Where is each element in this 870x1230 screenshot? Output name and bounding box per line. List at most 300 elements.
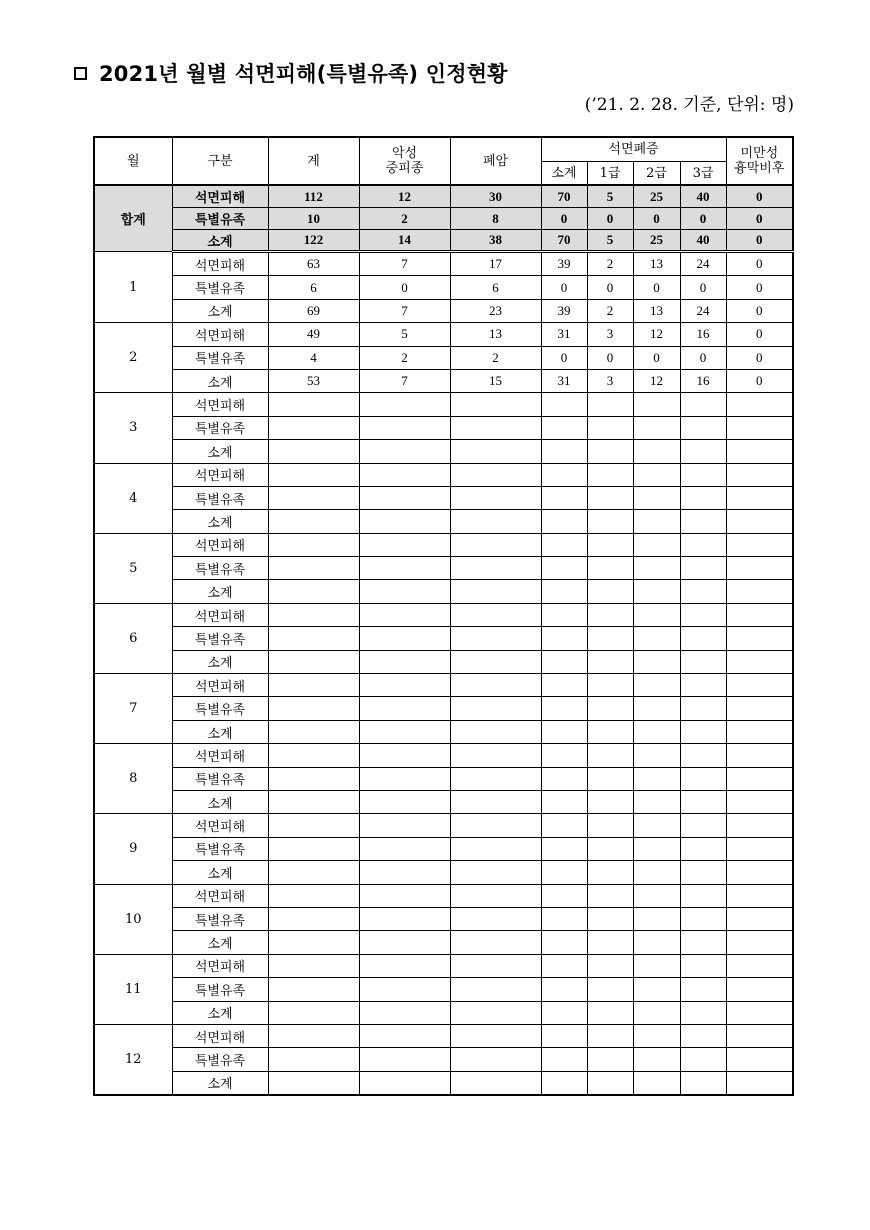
total-cell <box>268 978 359 1001</box>
grade1-cell <box>587 627 633 650</box>
grade2-cell <box>633 767 680 790</box>
asbestosis-subtotal-cell <box>541 861 587 884</box>
grade1-cell <box>587 650 633 673</box>
asbestosis-subtotal-cell: 39 <box>541 252 587 276</box>
lung-cancer-cell: 15 <box>450 369 541 392</box>
pleural-cell <box>726 440 793 463</box>
asbestosis-subtotal-cell: 31 <box>541 323 587 346</box>
pleural-cell <box>726 767 793 790</box>
grade3-cell <box>680 697 726 720</box>
grade1-cell <box>587 720 633 743</box>
category-cell: 특별유족 <box>172 416 268 439</box>
category-cell: 석면피해 <box>172 1024 268 1047</box>
table-row <box>94 486 793 509</box>
asbestosis-subtotal-cell <box>541 463 587 486</box>
month-cell: 3 <box>94 393 172 463</box>
total-cell <box>268 931 359 954</box>
lung-cancer-cell <box>450 463 541 486</box>
asbestosis-subtotal-cell <box>541 1071 587 1095</box>
summary-row <box>94 185 793 208</box>
asbestosis-subtotal-cell: 39 <box>541 299 587 322</box>
total-cell <box>268 861 359 884</box>
grade1-cell <box>587 1024 633 1047</box>
table-row <box>94 907 793 930</box>
total-cell <box>268 907 359 930</box>
total-cell <box>268 1024 359 1047</box>
table-body <box>94 185 793 1095</box>
pleural-cell <box>726 837 793 860</box>
grade2-cell: 0 <box>633 208 680 230</box>
mesothelioma-cell: 2 <box>359 346 450 369</box>
grade2-cell <box>633 861 680 884</box>
grade3-cell <box>680 814 726 837</box>
grade1-cell: 5 <box>587 185 633 208</box>
mesothelioma-cell <box>359 954 450 977</box>
lung-cancer-cell: 8 <box>450 208 541 230</box>
grade1-cell <box>587 393 633 416</box>
category-cell: 소계 <box>172 369 268 392</box>
grade1-cell <box>587 814 633 837</box>
lung-cancer-cell <box>450 720 541 743</box>
mesothelioma-cell <box>359 814 450 837</box>
pleural-cell <box>726 674 793 697</box>
lung-cancer-cell <box>450 931 541 954</box>
month-cell: 5 <box>94 533 172 603</box>
lung-cancer-cell <box>450 978 541 1001</box>
pleural-cell: 0 <box>726 230 793 252</box>
category-cell: 석면피해 <box>172 744 268 767</box>
grade2-cell <box>633 650 680 673</box>
grade3-cell <box>680 510 726 533</box>
lung-cancer-cell <box>450 767 541 790</box>
mesothelioma-cell <box>359 416 450 439</box>
month-cell: 10 <box>94 884 172 954</box>
category-cell: 석면피해 <box>172 393 268 416</box>
category-cell: 석면피해 <box>172 674 268 697</box>
grade1-cell: 0 <box>587 346 633 369</box>
table-row <box>94 1001 793 1024</box>
asbestosis-subtotal-cell <box>541 603 587 626</box>
pleural-cell: 0 <box>726 299 793 322</box>
grade2-cell <box>633 790 680 813</box>
asbestosis-subtotal-cell <box>541 931 587 954</box>
asbestosis-subtotal-cell <box>541 510 587 533</box>
month-cell: 9 <box>94 814 172 884</box>
total-cell <box>268 1071 359 1095</box>
lung-cancer-cell <box>450 580 541 603</box>
grade3-cell <box>680 557 726 580</box>
table-row <box>94 299 793 322</box>
grade3-cell <box>680 1071 726 1095</box>
asbestosis-subtotal-cell <box>541 533 587 556</box>
asbestosis-subtotal-cell <box>541 1001 587 1024</box>
grade2-cell <box>633 907 680 930</box>
mesothelioma-cell <box>359 978 450 1001</box>
total-cell <box>268 557 359 580</box>
grade3-cell <box>680 837 726 860</box>
grade3-cell <box>680 790 726 813</box>
lung-cancer-cell: 17 <box>450 252 541 276</box>
total-cell <box>268 486 359 509</box>
lung-cancer-cell: 38 <box>450 230 541 252</box>
asbestosis-subtotal-cell <box>541 837 587 860</box>
category-cell: 특별유족 <box>172 978 268 1001</box>
grade3-cell <box>680 907 726 930</box>
total-cell: 112 <box>268 185 359 208</box>
grade3-cell <box>680 416 726 439</box>
total-cell: 6 <box>268 276 359 299</box>
lung-cancer-cell <box>450 393 541 416</box>
category-cell: 특별유족 <box>172 697 268 720</box>
asbestosis-subtotal-cell <box>541 674 587 697</box>
mesothelioma-cell <box>359 557 450 580</box>
table-row <box>94 252 793 276</box>
grade1-cell <box>587 790 633 813</box>
asbestosis-subtotal-cell <box>541 720 587 743</box>
pleural-cell <box>726 416 793 439</box>
grade1-cell <box>587 837 633 860</box>
grade1-cell <box>587 861 633 884</box>
grade1-cell: 0 <box>587 208 633 230</box>
grade3-cell <box>680 463 726 486</box>
grade3-cell <box>680 393 726 416</box>
total-cell: 53 <box>268 369 359 392</box>
table-row <box>94 814 793 837</box>
summary-row <box>94 230 793 252</box>
pleural-cell <box>726 627 793 650</box>
table-row <box>94 720 793 743</box>
lung-cancer-cell <box>450 416 541 439</box>
table-row <box>94 276 793 299</box>
month-cell: 2 <box>94 323 172 393</box>
pleural-cell <box>726 486 793 509</box>
grade3-cell <box>680 978 726 1001</box>
category-cell: 석면피해 <box>172 814 268 837</box>
grade2-cell: 12 <box>633 369 680 392</box>
grade3-cell <box>680 767 726 790</box>
mesothelioma-cell: 14 <box>359 230 450 252</box>
pleural-cell: 0 <box>726 323 793 346</box>
asbestosis-subtotal-cell: 31 <box>541 369 587 392</box>
grade3-cell <box>680 533 726 556</box>
category-cell: 특별유족 <box>172 837 268 860</box>
grade3-cell <box>680 650 726 673</box>
grade1-cell <box>587 416 633 439</box>
grade3-cell <box>680 1048 726 1071</box>
asbestosis-subtotal-cell <box>541 650 587 673</box>
mesothelioma-cell: 2 <box>359 208 450 230</box>
table-row <box>94 1048 793 1071</box>
asbestosis-subtotal-cell <box>541 416 587 439</box>
mesothelioma-cell: 5 <box>359 323 450 346</box>
grade2-cell <box>633 416 680 439</box>
total-cell <box>268 463 359 486</box>
grade3-cell <box>680 954 726 977</box>
header-asbestosis: 석면폐증 <box>541 137 726 162</box>
grade2-cell <box>633 393 680 416</box>
header-grade3: 3급 <box>680 162 726 186</box>
category-cell: 소계 <box>172 1001 268 1024</box>
grade1-cell <box>587 767 633 790</box>
table-row <box>94 674 793 697</box>
lung-cancer-cell: 23 <box>450 299 541 322</box>
grade1-cell <box>587 603 633 626</box>
category-cell: 석면피해 <box>172 884 268 907</box>
table-row <box>94 393 793 416</box>
table-row <box>94 1024 793 1047</box>
grade1-cell <box>587 533 633 556</box>
grade2-cell <box>633 486 680 509</box>
grade3-cell <box>680 440 726 463</box>
lung-cancer-cell <box>450 1071 541 1095</box>
asbestosis-subtotal-cell <box>541 580 587 603</box>
page-title-text: 2021년 월별 석면피해(특별유족) 인정현황 <box>99 62 508 86</box>
pleural-cell: 0 <box>726 252 793 276</box>
table-row <box>94 978 793 1001</box>
lung-cancer-cell <box>450 627 541 650</box>
category-cell: 특별유족 <box>172 346 268 369</box>
grade1-cell <box>587 674 633 697</box>
month-cell: 8 <box>94 744 172 814</box>
asbestosis-subtotal-cell: 0 <box>541 276 587 299</box>
grade3-cell: 40 <box>680 230 726 252</box>
pleural-cell <box>726 1071 793 1095</box>
category-cell: 특별유족 <box>172 1048 268 1071</box>
category-cell: 소계 <box>172 580 268 603</box>
lung-cancer-cell <box>450 1001 541 1024</box>
category-cell: 소계 <box>172 861 268 884</box>
mesothelioma-cell <box>359 884 450 907</box>
total-cell <box>268 744 359 767</box>
category-cell: 특별유족 <box>172 557 268 580</box>
total-cell <box>268 533 359 556</box>
mesothelioma-cell <box>359 510 450 533</box>
grade1-cell <box>587 510 633 533</box>
category-cell: 특별유족 <box>172 627 268 650</box>
total-cell <box>268 790 359 813</box>
grade2-cell <box>633 697 680 720</box>
lung-cancer-cell <box>450 440 541 463</box>
lung-cancer-cell <box>450 533 541 556</box>
pleural-cell <box>726 1048 793 1071</box>
pleural-cell <box>726 884 793 907</box>
lung-cancer-cell <box>450 907 541 930</box>
mesothelioma-cell <box>359 627 450 650</box>
pleural-cell <box>726 697 793 720</box>
mesothelioma-cell <box>359 603 450 626</box>
mesothelioma-cell: 12 <box>359 185 450 208</box>
pleural-cell <box>726 744 793 767</box>
header-asbestosis-subtotal: 소계 <box>541 162 587 186</box>
lung-cancer-cell <box>450 697 541 720</box>
asbestosis-subtotal-cell <box>541 884 587 907</box>
table-row <box>94 697 793 720</box>
table-row <box>94 627 793 650</box>
basis-note: (’21. 2. 28. 기준, 단위: 명) <box>584 95 794 115</box>
grade3-cell <box>680 486 726 509</box>
grade2-cell: 0 <box>633 346 680 369</box>
lung-cancer-cell <box>450 486 541 509</box>
grade1-cell: 2 <box>587 252 633 276</box>
header-category: 구분 <box>172 137 268 185</box>
pleural-cell <box>726 557 793 580</box>
pleural-cell <box>726 510 793 533</box>
lung-cancer-cell <box>450 1048 541 1071</box>
mesothelioma-cell <box>359 1048 450 1071</box>
category-cell: 소계 <box>172 790 268 813</box>
grade1-cell <box>587 978 633 1001</box>
total-cell <box>268 440 359 463</box>
lung-cancer-cell <box>450 603 541 626</box>
table-row <box>94 861 793 884</box>
table-row <box>94 440 793 463</box>
pleural-cell <box>726 907 793 930</box>
grade3-cell <box>680 1024 726 1047</box>
asbestosis-subtotal-cell <box>541 440 587 463</box>
month-cell: 6 <box>94 603 172 673</box>
pleural-cell <box>726 720 793 743</box>
asbestosis-subtotal-cell: 0 <box>541 346 587 369</box>
mesothelioma-cell <box>359 720 450 743</box>
total-cell <box>268 416 359 439</box>
header-mesothelioma: 악성 중피종 <box>359 137 450 185</box>
category-cell: 특별유족 <box>172 486 268 509</box>
asbestosis-subtotal-cell <box>541 767 587 790</box>
category-cell: 소계 <box>172 299 268 322</box>
table-row <box>94 533 793 556</box>
total-cell <box>268 393 359 416</box>
table-row <box>94 346 793 369</box>
total-cell: 122 <box>268 230 359 252</box>
asbestosis-subtotal-cell <box>541 954 587 977</box>
total-cell <box>268 674 359 697</box>
pleural-cell <box>726 603 793 626</box>
grade1-cell: 3 <box>587 323 633 346</box>
grade3-cell: 0 <box>680 208 726 230</box>
grade3-cell <box>680 627 726 650</box>
grade1-cell <box>587 440 633 463</box>
grade1-cell <box>587 907 633 930</box>
mesothelioma-cell <box>359 463 450 486</box>
grade2-cell <box>633 533 680 556</box>
grade2-cell: 25 <box>633 185 680 208</box>
grade2-cell <box>633 674 680 697</box>
month-cell: 12 <box>94 1024 172 1095</box>
monthly-recognition-table <box>93 136 794 1096</box>
total-cell <box>268 650 359 673</box>
grade3-cell <box>680 861 726 884</box>
asbestosis-subtotal-cell <box>541 697 587 720</box>
total-cell <box>268 954 359 977</box>
total-cell <box>268 720 359 743</box>
total-cell <box>268 884 359 907</box>
grade1-cell <box>587 557 633 580</box>
table-row <box>94 884 793 907</box>
header-lung-cancer: 폐암 <box>450 137 541 185</box>
pleural-cell <box>726 790 793 813</box>
grade3-cell <box>680 720 726 743</box>
table-row <box>94 323 793 346</box>
pleural-cell <box>726 650 793 673</box>
table-row <box>94 580 793 603</box>
category-cell: 소계 <box>172 931 268 954</box>
total-cell <box>268 603 359 626</box>
table-row <box>94 650 793 673</box>
lung-cancer-cell <box>450 861 541 884</box>
pleural-cell <box>726 978 793 1001</box>
pleural-cell <box>726 954 793 977</box>
category-cell: 석면피해 <box>172 252 268 276</box>
header-grade1: 1급 <box>587 162 633 186</box>
grade3-cell: 24 <box>680 252 726 276</box>
grade2-cell: 12 <box>633 323 680 346</box>
table-row <box>94 416 793 439</box>
table-row <box>94 767 793 790</box>
table-row <box>94 931 793 954</box>
pleural-cell <box>726 463 793 486</box>
header-month: 월 <box>94 137 172 185</box>
month-cell: 7 <box>94 674 172 744</box>
grade2-cell <box>633 837 680 860</box>
table-row <box>94 603 793 626</box>
pleural-cell <box>726 1001 793 1024</box>
total-cell <box>268 1048 359 1071</box>
total-cell: 69 <box>268 299 359 322</box>
lung-cancer-cell: 2 <box>450 346 541 369</box>
table-row <box>94 463 793 486</box>
lung-cancer-cell <box>450 557 541 580</box>
mesothelioma-cell: 7 <box>359 299 450 322</box>
mesothelioma-cell <box>359 650 450 673</box>
pleural-cell <box>726 393 793 416</box>
mesothelioma-cell <box>359 697 450 720</box>
pleural-cell <box>726 580 793 603</box>
total-cell <box>268 510 359 533</box>
pleural-cell <box>726 814 793 837</box>
table-row <box>94 1071 793 1095</box>
lung-cancer-cell: 30 <box>450 185 541 208</box>
asbestosis-subtotal-cell <box>541 486 587 509</box>
mesothelioma-cell: 7 <box>359 369 450 392</box>
total-cell <box>268 580 359 603</box>
mesothelioma-cell <box>359 440 450 463</box>
table-row <box>94 837 793 860</box>
lung-cancer-cell <box>450 650 541 673</box>
grade1-cell <box>587 580 633 603</box>
grade1-cell: 3 <box>587 369 633 392</box>
grade3-cell <box>680 884 726 907</box>
grade2-cell <box>633 931 680 954</box>
total-cell: 63 <box>268 252 359 276</box>
grade3-cell: 24 <box>680 299 726 322</box>
grade2-cell <box>633 978 680 1001</box>
pleural-cell: 0 <box>726 185 793 208</box>
grade3-cell: 16 <box>680 323 726 346</box>
total-cell: 49 <box>268 323 359 346</box>
summary-label: 합계 <box>94 185 172 252</box>
category-cell: 특별유족 <box>172 276 268 299</box>
asbestosis-subtotal-cell <box>541 978 587 1001</box>
grade3-cell <box>680 580 726 603</box>
grade3-cell <box>680 931 726 954</box>
grade1-cell <box>587 1001 633 1024</box>
asbestosis-subtotal-cell <box>541 814 587 837</box>
grade2-cell <box>633 744 680 767</box>
pleural-cell: 0 <box>726 276 793 299</box>
grade2-cell <box>633 580 680 603</box>
lung-cancer-cell <box>450 510 541 533</box>
grade2-cell: 25 <box>633 230 680 252</box>
